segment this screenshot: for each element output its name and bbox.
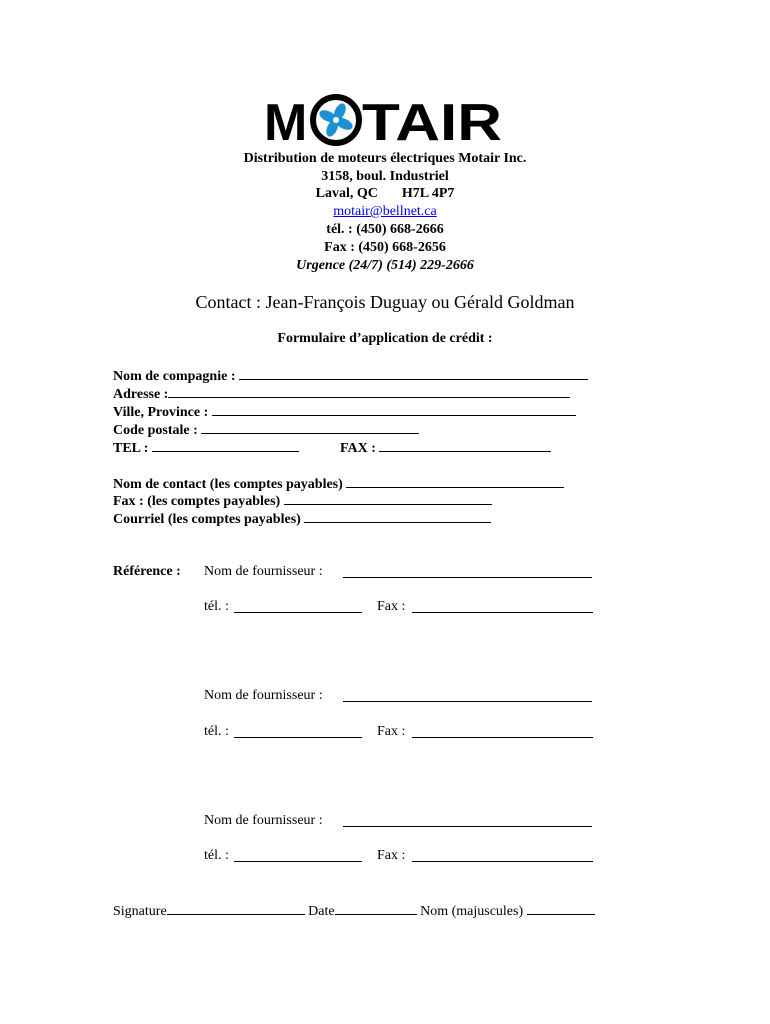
company-name-field bbox=[113, 367, 588, 385]
fax-label: FAX : bbox=[340, 441, 376, 456]
supplier-3-fax-input[interactable] bbox=[412, 849, 593, 862]
supplier-3-tel-input[interactable] bbox=[234, 849, 362, 862]
supplier-2-tel-label: tél. : bbox=[204, 724, 229, 739]
supplier-1-tel-input[interactable] bbox=[234, 600, 362, 613]
address-field bbox=[113, 385, 570, 403]
supplier-2-fax-label: Fax : bbox=[377, 724, 406, 739]
supplier-3-tel-label: tél. : bbox=[204, 848, 229, 863]
signature-row bbox=[113, 902, 595, 920]
city-province-label: Ville, Province : bbox=[113, 405, 209, 420]
city-province-input[interactable] bbox=[212, 403, 576, 416]
payables-email-field bbox=[113, 510, 491, 528]
signature-label: Signature bbox=[113, 904, 167, 919]
street-address: 3158, boul. Industriel bbox=[321, 169, 449, 184]
supplier-1-name-input[interactable] bbox=[343, 565, 592, 578]
company-name-input[interactable] bbox=[239, 367, 588, 380]
payables-fax-input[interactable] bbox=[284, 492, 492, 505]
payables-contact-label: Nom de contact (les comptes payables) bbox=[113, 477, 343, 492]
date-input[interactable] bbox=[335, 902, 417, 915]
postal-code-label: Code postale : bbox=[113, 423, 198, 438]
supplier-3-name-input[interactable] bbox=[343, 814, 592, 827]
payables-contact-input[interactable] bbox=[346, 475, 564, 488]
motair-logo-graphic bbox=[264, 94, 504, 146]
tel-label: TEL : bbox=[113, 441, 149, 456]
form-title: Formulaire d’application de crédit : bbox=[277, 331, 493, 346]
postal-code-field bbox=[113, 421, 419, 439]
phone: tél. : (450) 668-2666 bbox=[326, 222, 444, 237]
supplier-3-fax-label: Fax : bbox=[377, 848, 406, 863]
logo-text-tair: TAIR bbox=[362, 94, 502, 146]
supplier-2-tel-input[interactable] bbox=[234, 725, 362, 738]
payables-fax-field bbox=[113, 492, 492, 510]
supplier-1-name-label: Nom de fournisseur : bbox=[204, 564, 323, 579]
payables-contact-field bbox=[113, 475, 564, 493]
supplier-1-tel-label: tél. : bbox=[204, 599, 229, 614]
city-postal bbox=[0, 185, 770, 203]
payables-email-input[interactable] bbox=[304, 510, 491, 523]
postal-code-input[interactable] bbox=[201, 421, 419, 434]
supplier-2-fax-input[interactable] bbox=[412, 725, 593, 738]
payables-fax-label: Fax : (les comptes payables) bbox=[113, 494, 281, 509]
supplier-1-fax-label: Fax : bbox=[377, 599, 406, 614]
city: Laval, QC bbox=[315, 186, 378, 201]
supplier-1-fax-input[interactable] bbox=[412, 600, 593, 613]
address-label: Adresse : bbox=[113, 387, 169, 402]
urgence: Urgence (24/7) (514) 229-2666 bbox=[296, 258, 474, 273]
contact-line: Contact : Jean-François Duguay ou Gérald Goldman bbox=[195, 292, 575, 312]
fax: Fax : (450) 668-2656 bbox=[324, 240, 446, 255]
motair-logo bbox=[264, 94, 504, 146]
fan-icon bbox=[313, 97, 359, 143]
supplier-2-name-input[interactable] bbox=[343, 689, 592, 702]
fax-input[interactable] bbox=[379, 439, 551, 452]
email-row bbox=[0, 203, 770, 221]
tel-input[interactable] bbox=[152, 439, 299, 452]
payables-email-label: Courriel (les comptes payables) bbox=[113, 512, 301, 527]
print-name-input[interactable] bbox=[527, 902, 595, 915]
supplier-3-name-label: Nom de fournisseur : bbox=[204, 813, 323, 828]
address-input[interactable] bbox=[168, 385, 570, 398]
company-name-label: Nom de compagnie : bbox=[113, 369, 236, 384]
print-name-label: Nom (majuscules) bbox=[420, 904, 524, 919]
fax-field bbox=[340, 439, 551, 457]
supplier-2-name-label: Nom de fournisseur : bbox=[204, 688, 323, 703]
logo-text-m: M bbox=[264, 94, 308, 146]
postal-code: H7L 4P7 bbox=[401, 186, 455, 201]
email-link[interactable]: motair@bellnet.ca bbox=[333, 204, 437, 219]
date-label: Date bbox=[308, 904, 335, 919]
reference-label: Référence : bbox=[113, 564, 181, 579]
signature-input[interactable] bbox=[167, 902, 305, 915]
company-name: Distribution de moteurs électriques Motair Inc. bbox=[243, 151, 527, 166]
city-province-field bbox=[113, 403, 576, 421]
tel-field bbox=[113, 439, 299, 457]
